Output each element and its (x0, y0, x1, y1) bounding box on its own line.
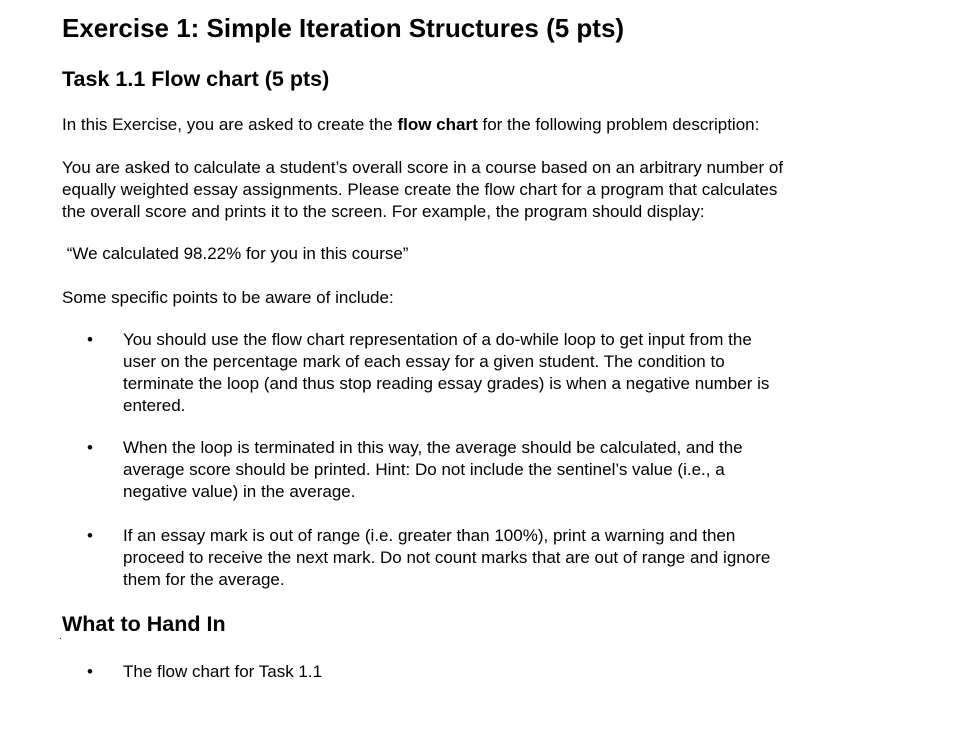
intro-suffix: for the following problem description: (477, 115, 760, 134)
bullet-icon: • (87, 526, 93, 545)
task-title: Task 1.1 Flow chart (5 pts) (62, 67, 330, 91)
intro-prefix: In this Exercise, you are asked to create the (62, 115, 398, 134)
point-line: entered. (123, 396, 186, 415)
point-text (123, 437, 853, 503)
bullet-icon: • (87, 330, 93, 349)
description-line: the overall score and prints it to the screen. For example, the program should display: (62, 202, 705, 221)
paragraph-marker: . (59, 631, 62, 642)
point-line: proceed to receive the next mark. Do not count marks that are out of range and ignore (123, 548, 771, 567)
point-line: terminate the loop (and thus stop reading essay grades) is when a negative number is (123, 374, 770, 393)
example-output: “We calculated 98.22% for you in this course” (62, 244, 409, 263)
point-line: negative value) in the average. (123, 482, 356, 501)
exercise-title: Exercise 1: Simple Iteration Structures (5 pts) (62, 13, 625, 43)
problem-description (62, 157, 882, 223)
description-line: equally weighted essay assignments. Please create the flow chart for a program that calculates (62, 180, 778, 199)
point-line: them for the average. (123, 570, 285, 589)
point-text (123, 525, 853, 591)
bullet-icon: • (87, 438, 93, 457)
point-line: You should use the flow chart representation of a do-while loop to get input from the (123, 330, 752, 349)
point-line: If an essay mark is out of range (i.e. greater than 100%), print a warning and then (123, 526, 736, 545)
hand-in-text: The flow chart for Task 1.1 (123, 662, 323, 681)
point-text (123, 329, 853, 417)
point-line: user on the percentage mark of each essay for a given student. The condition to (123, 352, 725, 371)
point-line: When the loop is terminated in this way, the average should be calculated, and the (123, 438, 743, 457)
points-intro: Some specific points to be aware of include: (62, 288, 394, 307)
bullet-icon: • (87, 662, 93, 681)
description-line: You are asked to calculate a student’s overall score in a course based on an arbitrary number of (62, 158, 784, 177)
point-line: average score should be printed. Hint: Do not include the sentinel’s value (i.e., a (123, 460, 725, 479)
hand-in-title: What to Hand In (62, 612, 226, 636)
task-intro (62, 114, 882, 136)
intro-bold-term: flow chart (397, 115, 478, 134)
